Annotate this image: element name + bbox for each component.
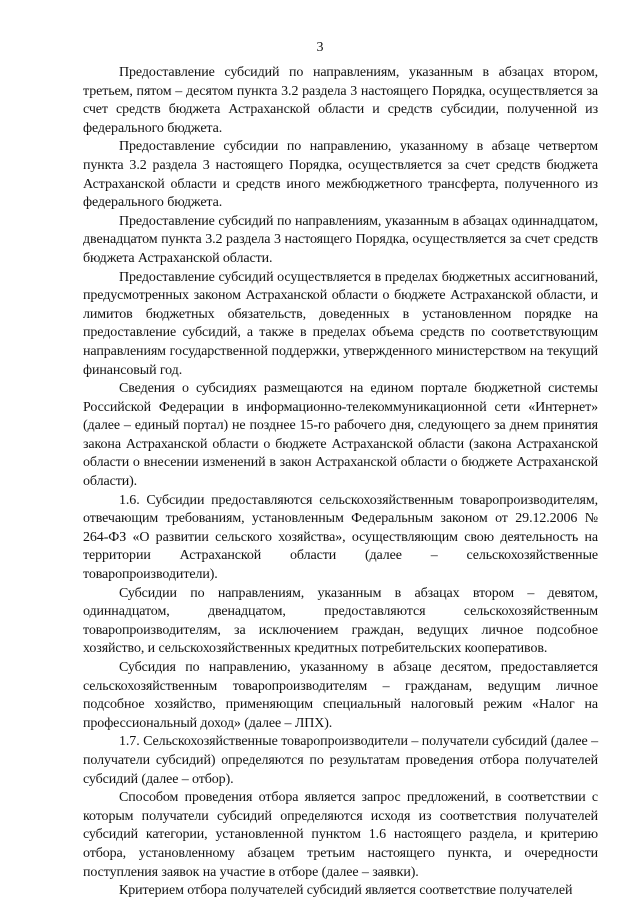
paragraph: Субсидии по направлениям, указанным в абзацах втором – девятом, одиннадцатом, двенадцатом, предоставляются сельскохозяйственным товаропроизводителям, за исключением граждан, ведущих личное подсобное хозяйство, и сельскохозяйственных кредитных потребительских кооперативов. xyxy=(83,585,598,657)
paragraph: 1.7. Сельскохозяйственные товаропроизводители – получатели субсидий (далее – получатели субсидий) определяются по результатам проведения отбора получателей субсидий (далее – отбор). xyxy=(83,734,598,787)
page-number: 3 xyxy=(316,40,324,55)
paragraph: Предоставление субсидий осуществляется в пределах бюджетных ассигнований, предусмотренных законом Астраханской области о бюджете Астраханской области, и лимитов бюджетных обязательств, доведенных в установленном порядке на предоставление субсидий, а также в пределах объема средств по соответствующим направлениям государственной поддержки, утвержденного министерством на текущий финансовый год. xyxy=(83,269,598,378)
paragraph: Способом проведения отбора является запрос предложений, в соответствии с которым получатели субсидий определяются исходя из соответствия получателей субсидий категории, установленной пунктом 1.6 настоящего раздела, и критерию отбора, установленному абзацем третьим настоящего пункта, и очередности поступления заявок на участие в отборе (далее – заявки). xyxy=(83,790,598,880)
paragraph: Сведения о субсидиях размещаются на едином портале бюджетной системы Российской Федерации в информационно-телекоммуникационной сети «Интернет» (далее – единый портал) не позднее 15-го рабочего дня, следующего за днем принятия закона Астраханской области о бюджете Астраханской области (закона Астраханской области о внесении изменений в закон Астраханской области о бюджете Астраханской области). xyxy=(83,381,598,490)
paragraph: Предоставление субсидии по направлению, указанному в абзаце четвертом пункта 3.2 раздела 3 настоящего Порядка, осуществляется за счет средств бюджета Астраханской области и средств иного межбюджетного трансферта, полученного из федерального бюджета. xyxy=(83,139,598,211)
paragraph: 1.6. Субсидии предоставляются сельскохозяйственным товаропроизводителям, отвечающим требованиям, установленным Федеральным законом от 29.12.2006 № 264-ФЗ «О развитии сельского хозяйства», осуществляющим свою деятельность на территории Астраханской области (далее – сельскохозяйственные товаропроизводители). xyxy=(83,492,598,583)
paragraph: Предоставление субсидий по направлениям, указанным в абзацах одиннадцатом, двенадцатом пункта 3.2 раздела 3 настоящего Порядка, осуществляется за счет средств бюджета Астраханской области. xyxy=(83,213,598,266)
document-body xyxy=(83,64,598,901)
paragraph: Критерием отбора получателей субсидий является соответствие получателей xyxy=(119,883,573,899)
paragraph: Субсидия по направлению, указанному в абзаце десятом, предоставляется сельскохозяйственным товаропроизводителям – гражданам, ведущим личное подсобное хозяйство, применяющим специальный налоговый режим «Налог на профессиональный доход» (далее – ЛПХ). xyxy=(83,660,598,731)
paragraph: Предоставление субсидий по направлениям, указанным в абзацах втором, третьем, пятом – десятом пункта 3.2 раздела 3 настоящего Порядка, осуществляется за счет средств бюджета Астраханской области и средств субсидии, полученной из федерального бюджета. xyxy=(83,65,598,136)
